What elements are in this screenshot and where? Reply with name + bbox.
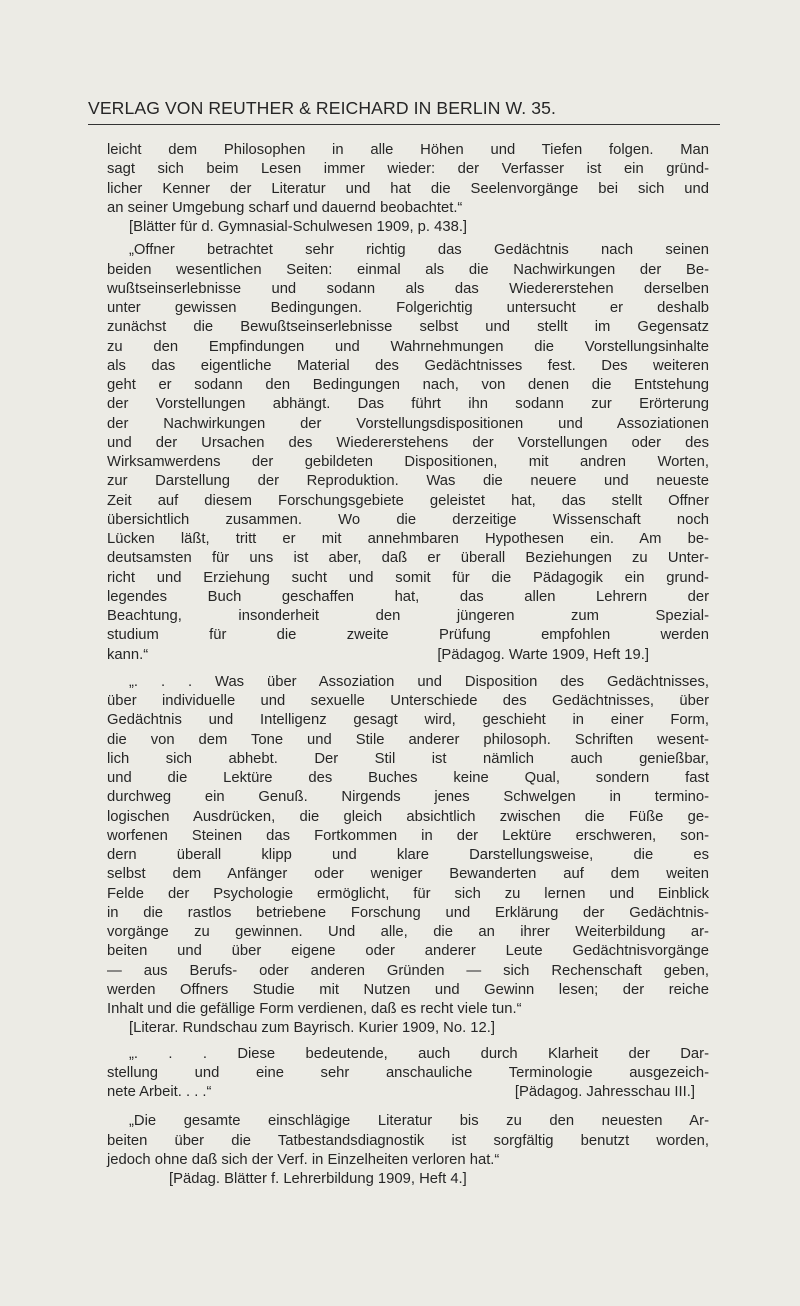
text-line: übersichtlich zusammen. Wo die derzeitige Wissenschaft noch xyxy=(107,511,709,528)
text-line: — aus Berufs- oder anderen Gründen — sich Rechenschaft geben, xyxy=(107,962,709,979)
review-paragraph xyxy=(107,1045,709,1103)
text-fragment: nete Arbeit. . . .“ xyxy=(107,1084,212,1100)
text-line: durchweg ein Genuß. Nirgends jenes Schwelgen in termino- xyxy=(107,789,709,806)
text-line: beiten über die Tatbestandsdiagnostik ist sorgfältig benutzt worden, xyxy=(107,1132,709,1149)
text-line: geht er sodann den Bedingungen nach, von denen die Entstehung xyxy=(107,377,709,393)
text-line: legendes Buch geschaffen hat, das allen Lehrern der xyxy=(107,588,709,605)
text-line: richt und Erziehung sucht und somit für die Pädagogik ein grund- xyxy=(107,569,709,586)
text-line: und die Lektüre des Buches keine Qual, sondern fast xyxy=(107,770,709,786)
review-paragraph xyxy=(107,141,709,237)
text-line: beiden wesentlichen Seiten: einmal als die Nachwirkungen der Be- xyxy=(107,261,709,278)
text-fragment: kann.“ xyxy=(107,646,149,663)
text-line: logischen Ausdrücken, die gleich absichtlich zwischen die Füße ge- xyxy=(107,808,709,825)
text-line: vorgänge zu gewinnen. Und alle, die an ihrer Weiterbildung ar- xyxy=(107,924,709,940)
text-line: studium für die zweite Prüfung empfohlen werden xyxy=(107,627,709,644)
text-line: selbst dem Anfänger oder weniger Bewanderten auf dem weiten xyxy=(107,866,709,883)
citation: [Blätter für d. Gymnasial-Schulwesen 1909, p. 438.] xyxy=(129,219,468,235)
text-line: zunächst die Bewußtseinserlebnisse selbst und stellt im Gegensatz xyxy=(107,319,709,336)
citation: [Pädagog. Warte 1909, Heft 19.] xyxy=(437,646,649,663)
text-line: Gedächtnis und Intelligenz gesagt wird, geschieht in einer Form, xyxy=(107,712,709,729)
text-line: stellung und eine sehr anschauliche Terminologie ausgezeich- xyxy=(107,1064,709,1081)
text-line: werden Offners Studie mit Nutzen und Gewinn lesen; der reiche xyxy=(107,981,709,998)
text-line-with-citation xyxy=(107,646,709,665)
citation: [Pädag. Blätter f. Lehrerbildung 1909, Heft 4.] xyxy=(169,1171,467,1187)
header-rule xyxy=(88,124,720,125)
text-line: als das eigentliche Material des Gedächtnisses fest. Des weiteren xyxy=(107,357,709,374)
text-line: und der Ursachen des Wiedererstehens der Vorstellungen oder des xyxy=(107,434,709,451)
review-text xyxy=(107,141,709,1193)
text-line: beiten und über eigene oder anderer Leute Gedächtnisvorgänge xyxy=(107,943,709,960)
text-line: „Offner betrachtet sehr richtig das Gedächtnis nach seinen xyxy=(129,242,709,259)
text-line-with-citation xyxy=(107,1083,709,1102)
text-line: Wirksamwerdens der gebildeten Dispositionen, mit andren Worten, xyxy=(107,454,709,470)
text-line: leicht dem Philosophen in alle Höhen und Tiefen folgen. Man xyxy=(107,142,709,158)
text-line: Zeit auf diesem Forschungsgebiete geleistet hat, das stellt Offner xyxy=(107,492,709,509)
text-line: Felde der Psychologie ermöglicht, für sich zu lernen und Einblick xyxy=(107,885,709,902)
review-paragraph xyxy=(107,1112,709,1189)
text-line: an seiner Umgebung scharf und dauernd beobachtet.“ xyxy=(107,199,463,216)
text-line: in die rastlos betriebene Forschung und Erklärung der Gedächtnis- xyxy=(107,904,709,921)
text-line: zu den Empfindungen und Wahrnehmungen die Vorstellungsinhalte xyxy=(107,338,709,355)
citation: [Literar. Rundschau zum Bayrisch. Kurier 1909, No. 12.] xyxy=(129,1020,495,1037)
review-paragraph xyxy=(107,241,709,665)
text-line: „. . . Was über Assoziation und Disposition des Gedächtnisses, xyxy=(129,673,709,690)
publisher-header: VERLAG VON REUTHER & REICHARD IN BERLIN W. 35. xyxy=(88,98,556,118)
text-line: sagt sich beim Lesen immer wieder: der Verfasser ist ein gründ- xyxy=(107,161,709,178)
text-line: „. . . Diese bedeutende, auch durch Klarheit der Dar- xyxy=(129,1045,709,1062)
review-paragraph xyxy=(107,673,709,1039)
text-line: worfenen Steinen das Fortkommen in der Lektüre erschweren, son- xyxy=(107,827,709,844)
text-line: unter gewissen Bedingungen. Folgerichtig untersucht er deshalb xyxy=(107,300,709,316)
text-line: jedoch ohne daß sich der Verf. in Einzelheiten verloren hat.“ xyxy=(107,1151,500,1168)
text-line: über individuelle und sexuelle Unterschiede des Gedächtnisses, über xyxy=(107,693,709,709)
text-line: Beachtung, insonderheit den jüngeren zum Spezial- xyxy=(107,608,709,624)
text-line: dern überall klipp und klare Darstellungsweise, die es xyxy=(107,847,709,863)
text-line: deutsamsten für uns ist aber, daß er überall Beziehungen zu Unter- xyxy=(107,550,709,567)
text-line: der Nachwirkungen der Vorstellungsdispositionen und Assoziationen xyxy=(107,415,709,432)
text-line: wußtseinserlebnisse und sodann als das Wiedererstehen derselben xyxy=(107,280,709,297)
text-line: Lücken läßt, tritt er mit annehmbaren Hypothesen ein. Am be- xyxy=(107,531,709,547)
text-line: der Vorstellungen abhängt. Das führt ihn sodann zur Erörterung xyxy=(107,396,709,413)
text-line: „Die gesamte einschlägige Literatur bis zu den neuesten Ar- xyxy=(129,1113,709,1130)
citation: [Pädagog. Jahresschau III.] xyxy=(514,1084,695,1100)
text-line: lich sich abhebt. Der Stil ist nämlich auch genießbar, xyxy=(107,750,709,767)
text-line: licher Kenner der Literatur und hat die Seelenvorgänge bei sich und xyxy=(107,180,709,197)
text-line: Inhalt und die gefällige Form verdienen, daß es recht viele tun.“ xyxy=(107,1001,522,1017)
text-line: die von dem Tone und Stile anderer philosoph. Schriften wesent- xyxy=(107,731,709,748)
text-line: zur Darstellung der Reproduktion. Was die neuere und neueste xyxy=(107,473,709,490)
